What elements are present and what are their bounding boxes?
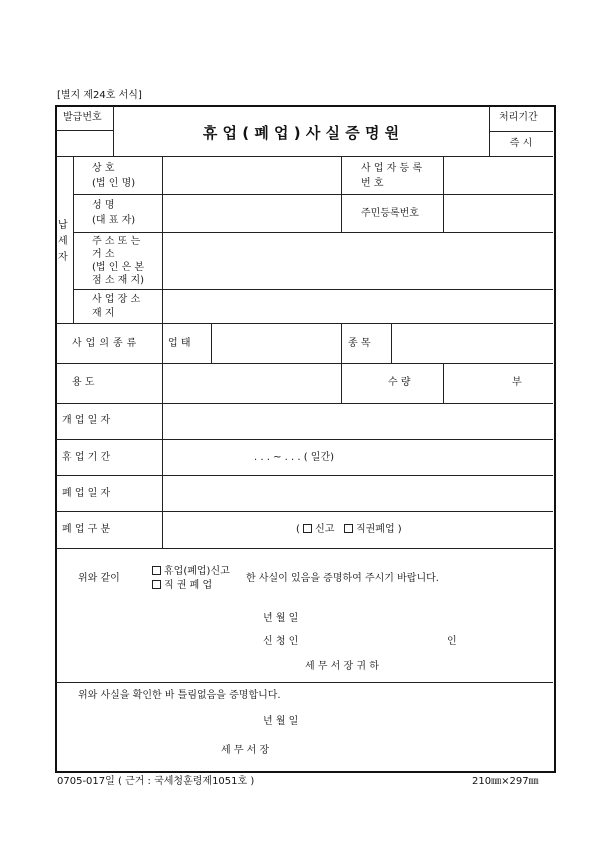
ex-officio-checkbox[interactable] — [344, 524, 353, 533]
suspension-period-label: 휴 업 기 간 — [62, 452, 111, 463]
issue-no-label: 발급번호 — [63, 112, 102, 123]
resident-no-label: 주민등록번호 — [361, 208, 419, 219]
request-option-2: 직 권 폐 업 — [152, 580, 212, 592]
usage-label: 용 도 — [72, 377, 95, 388]
trade-name-label: 상 호 — [92, 163, 115, 174]
issuer: 세 무 서 장 — [221, 745, 270, 756]
quantity-label: 수 량 — [388, 377, 411, 388]
request-prefix: 위와 같이 — [78, 573, 120, 584]
address-label-3: (법 인 은 본 — [92, 262, 145, 273]
request-date: 년 월 일 — [263, 613, 299, 624]
taxpayer-label-2: 세 — [58, 236, 68, 247]
closure-type-label: 폐 업 구 분 — [62, 524, 111, 535]
name-label: 성 명 — [92, 200, 115, 211]
address-label-1: 주 소 또 는 — [92, 236, 141, 247]
ex-officio-closure-checkbox[interactable] — [152, 580, 161, 589]
trade-name-sublabel: (법 인 명) — [92, 178, 136, 189]
taxpayer-label-3: 자 — [58, 252, 68, 263]
processing-value: 즉 시 — [509, 138, 533, 149]
biz-type-label: 사업의종류 — [72, 338, 141, 349]
address-label-2: 거 소 — [92, 249, 115, 260]
confirm-date: 년 월 일 — [263, 716, 299, 727]
closure-date-label: 폐 업 일 자 — [62, 488, 111, 499]
confirm-text: 위와 사실을 확인한 바 틀림없음을 증명합니다. — [78, 690, 281, 701]
address-label-4: 점 소 재 지) — [92, 275, 145, 286]
request-option-1: 휴업(폐업)신고 — [152, 566, 230, 578]
biz-place-label: 사 업 장 소 — [92, 294, 141, 305]
name-sublabel: (대 표 자) — [92, 215, 136, 226]
request-suffix: 한 사실이 있음을 증명하여 주시기 바랍니다. — [246, 573, 439, 584]
biz-reg-sublabel: 번 호 — [361, 178, 384, 189]
business-label: 업 태 — [168, 338, 191, 349]
report-checkbox[interactable] — [303, 524, 312, 533]
suspension-report-checkbox[interactable] — [152, 566, 161, 575]
biz-place-sublabel: 재 지 — [92, 308, 115, 319]
suspension-period-value: . . . ~ . . . ( 일간) — [254, 452, 335, 463]
biz-reg-label: 사 업 자 등 록 — [361, 163, 423, 174]
opening-date-label: 개 업 일 자 — [62, 415, 111, 426]
seal-label: 인 — [447, 636, 457, 647]
unit-label: 부 — [512, 377, 522, 388]
applicant-label: 신 청 인 — [263, 636, 299, 647]
taxpayer-label-1: 납 — [58, 220, 68, 231]
closure-type-options: ( 신고 직권폐업 ) — [296, 524, 402, 535]
processing-label: 처리기간 — [499, 112, 538, 123]
form-code: [별지 제24호 서식] — [57, 90, 142, 101]
item-label: 종 목 — [348, 338, 371, 349]
footer-left: 0705-017일 ( 근거 : 국세청훈령제1051호 ) — [57, 776, 255, 787]
page-title: 휴 업 ( 폐 업 ) 사 실 증 명 원 — [202, 124, 400, 142]
footer-right: 210㎜×297㎜ — [472, 776, 539, 787]
addressee: 세 무 서 장 귀 하 — [305, 661, 379, 672]
